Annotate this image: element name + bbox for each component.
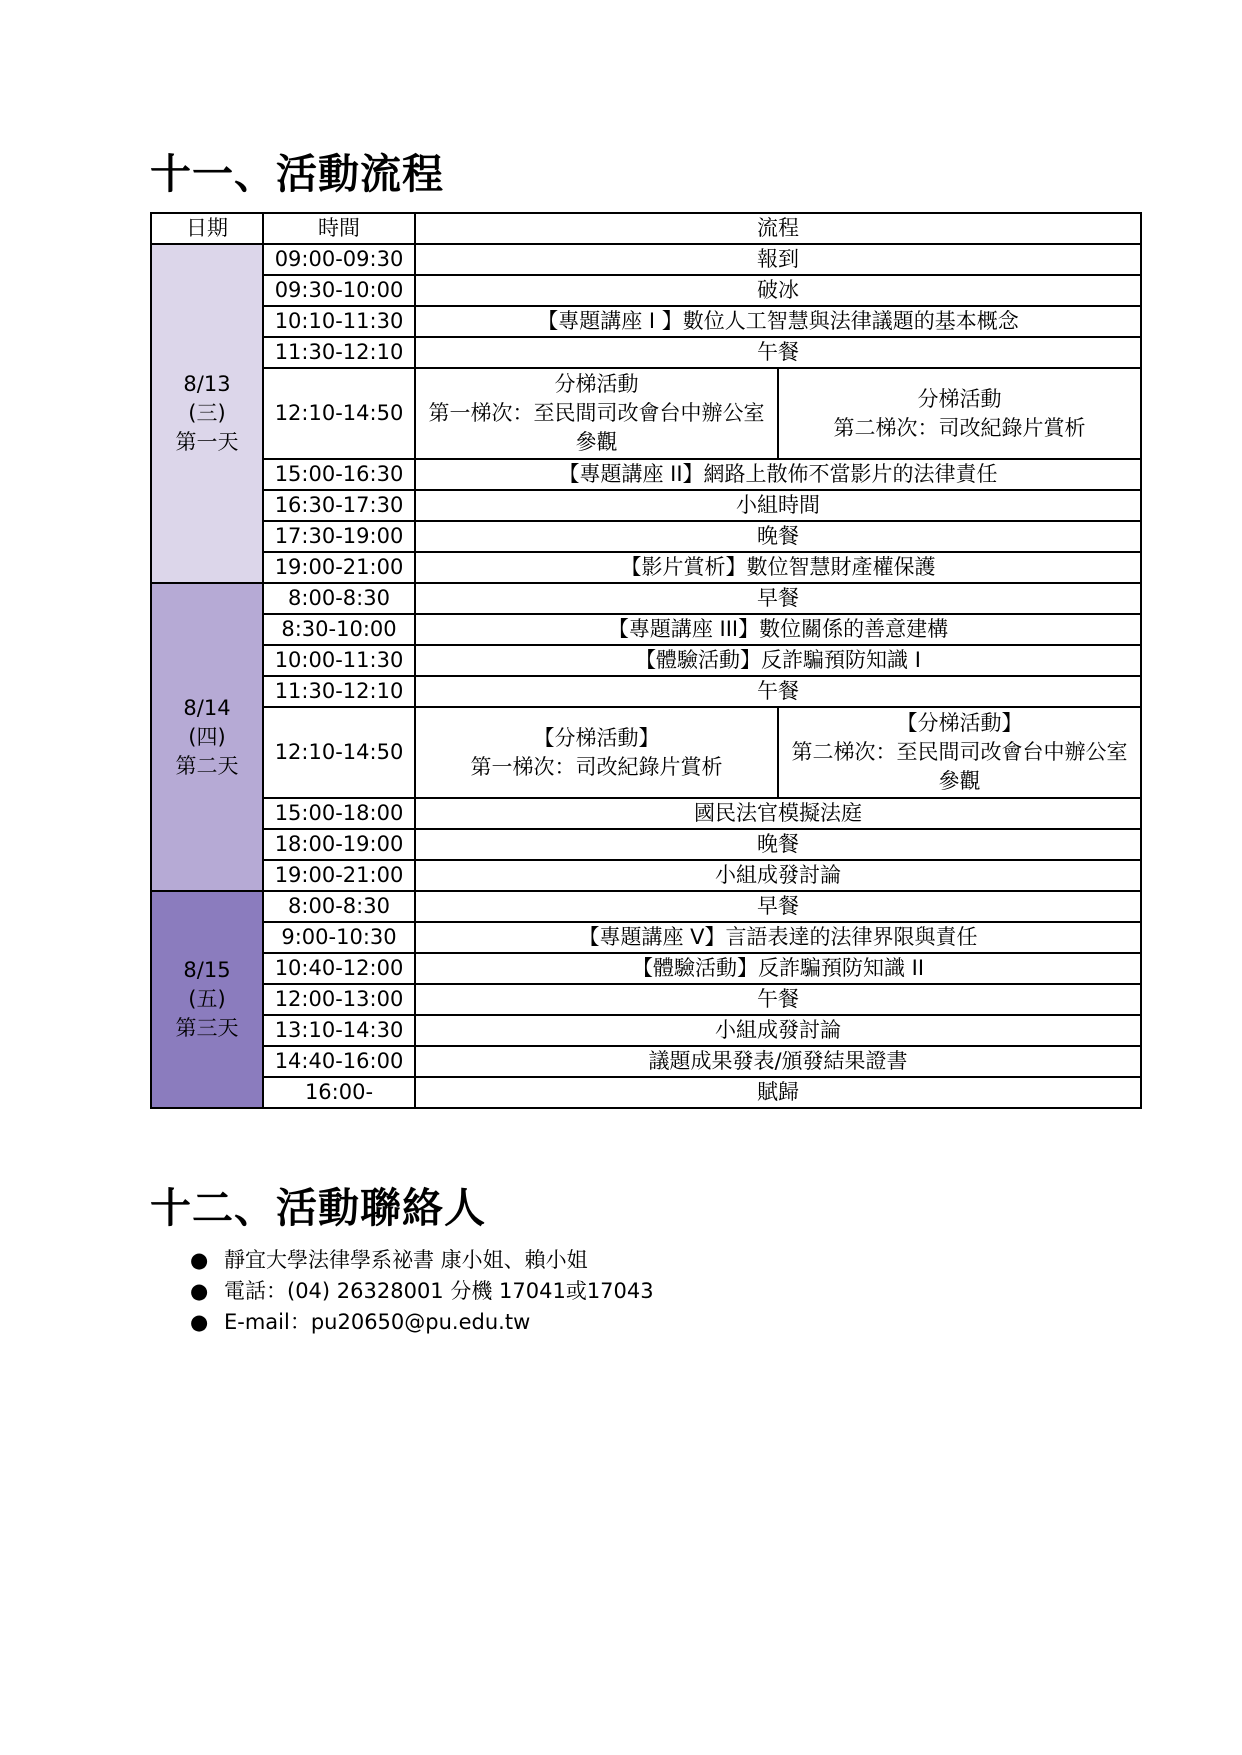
contact-list: [190, 1245, 654, 1338]
table-row: [151, 275, 1141, 306]
activity-cell: 小組成發討論: [415, 860, 1141, 891]
activity-line: 第二梯次：司改紀錄片賞析: [833, 415, 1086, 440]
contact-item-email: [190, 1307, 654, 1338]
day-weekday: (四): [188, 724, 226, 749]
activity-cell: 早餐: [415, 891, 1141, 922]
split-activity-cell: [415, 707, 778, 798]
time-cell: 10:10-11:30: [263, 306, 415, 337]
day-label: 第一天: [175, 430, 239, 454]
header-activity: 流程: [415, 213, 1141, 244]
time-cell: 19:00-21:00: [263, 860, 415, 891]
split-activity-cell: [415, 368, 778, 459]
table-row: [151, 984, 1141, 1015]
table-header-row: [151, 213, 1141, 244]
time-cell: 12:10-14:50: [263, 707, 415, 798]
time-cell: 15:00-18:00: [263, 798, 415, 829]
table-row: [151, 459, 1141, 490]
table-row: [151, 798, 1141, 829]
table-row: [151, 583, 1141, 614]
activity-line: 分梯活動: [554, 372, 639, 396]
table-row: [151, 860, 1141, 891]
table-row: [151, 521, 1141, 552]
activity-cell: 午餐: [415, 676, 1141, 707]
time-cell: 19:00-21:00: [263, 552, 415, 583]
table-row: [151, 1015, 1141, 1046]
time-cell: 8:00-8:30: [263, 583, 415, 614]
day-cell: [151, 891, 263, 1108]
time-cell: 09:30-10:00: [263, 275, 415, 306]
activity-line: 第二梯次：至民間司改會台中辦公室參觀: [791, 740, 1128, 793]
table-row: [151, 953, 1141, 984]
activity-cell: 午餐: [415, 337, 1141, 368]
table-row: [151, 891, 1141, 922]
split-activity-cell: [778, 368, 1141, 459]
time-cell: 11:30-12:10: [263, 337, 415, 368]
table-row: [151, 244, 1141, 275]
day-date: 8/14: [183, 695, 231, 720]
table-row: [151, 490, 1141, 521]
activity-line: 第一梯次：司改紀錄片賞析: [470, 754, 723, 779]
schedule-body: [151, 244, 1141, 1108]
header-time: 時間: [263, 213, 415, 244]
time-cell: 18:00-19:00: [263, 829, 415, 860]
table-row: [151, 368, 1141, 459]
table-row: [151, 829, 1141, 860]
table-row: [151, 1046, 1141, 1077]
day-date: 8/15: [183, 958, 231, 982]
day-date: 8/13: [183, 372, 231, 396]
activity-cell: 午餐: [415, 984, 1141, 1015]
activity-cell: 報到: [415, 244, 1141, 275]
section-11-heading: 十一、活動流程: [150, 150, 444, 198]
table-row: [151, 614, 1141, 645]
activity-cell: 晚餐: [415, 829, 1141, 860]
table-row: [151, 707, 1141, 798]
day-cell: [151, 244, 263, 583]
activity-cell: 晚餐: [415, 521, 1141, 552]
time-cell: 16:00-: [263, 1077, 415, 1108]
time-cell: 8:30-10:00: [263, 614, 415, 645]
time-cell: 13:10-14:30: [263, 1015, 415, 1046]
time-cell: 09:00-09:30: [263, 244, 415, 275]
table-row: [151, 922, 1141, 953]
table-row: [151, 676, 1141, 707]
activity-cell: 議題成果發表/頒發結果證書: [415, 1046, 1141, 1077]
time-cell: 12:10-14:50: [263, 368, 415, 459]
time-cell: 15:00-16:30: [263, 459, 415, 490]
activity-cell: 小組成發討論: [415, 1015, 1141, 1046]
bullet-icon: ●: [190, 1248, 209, 1272]
contact-item-office: [190, 1245, 654, 1276]
time-cell: 8:00-8:30: [263, 891, 415, 922]
time-cell: 14:40-16:00: [263, 1046, 415, 1077]
activity-line: 【分梯活動】: [896, 711, 1023, 735]
split-activity-cell: [778, 707, 1141, 798]
activity-cell: 【影片賞析】數位智慧財產權保護: [415, 552, 1141, 583]
header-date: 日期: [151, 213, 263, 244]
time-cell: 10:40-12:00: [263, 953, 415, 984]
time-cell: 9:00-10:30: [263, 922, 415, 953]
activity-cell: 早餐: [415, 583, 1141, 614]
time-cell: 11:30-12:10: [263, 676, 415, 707]
bullet-icon: ●: [190, 1279, 209, 1303]
day-label: 第三天: [175, 1016, 239, 1040]
activity-line: 【分梯活動】: [533, 725, 660, 750]
activity-cell: 小組時間: [415, 490, 1141, 521]
contact-phone: 電話：(04) 26328001 分機 17041或17043: [224, 1279, 654, 1303]
table-row: [151, 645, 1141, 676]
table-row: [151, 337, 1141, 368]
day-cell: [151, 583, 263, 891]
activity-cell: 【專題講座 I 】數位人工智慧與法律議題的基本概念: [415, 306, 1141, 337]
activity-cell: 【專題講座 II】網路上散佈不當影片的法律責任: [415, 459, 1141, 490]
activity-cell: 【體驗活動】反詐騙預防知識 II: [415, 953, 1141, 984]
schedule-table: [150, 212, 1142, 1109]
activity-cell: 賦歸: [415, 1077, 1141, 1108]
time-cell: 12:00-13:00: [263, 984, 415, 1015]
activity-cell: 國民法官模擬法庭: [415, 798, 1141, 829]
time-cell: 17:30-19:00: [263, 521, 415, 552]
activity-cell: 【專題講座 V】言語表達的法律界限與責任: [415, 922, 1141, 953]
activity-cell: 破冰: [415, 275, 1141, 306]
day-label: 第二天: [175, 753, 239, 778]
bullet-icon: ●: [190, 1310, 209, 1334]
contact-item-phone: [190, 1276, 654, 1307]
table-row: [151, 1077, 1141, 1108]
section-12-heading: 十二、活動聯絡人: [150, 1184, 486, 1232]
time-cell: 16:30-17:30: [263, 490, 415, 521]
activity-cell: 【專題講座 III】數位關係的善意建構: [415, 614, 1141, 645]
time-cell: 10:00-11:30: [263, 645, 415, 676]
activity-cell: 【體驗活動】反詐騙預防知識 I: [415, 645, 1141, 676]
contact-office: 靜宜大學法律學系祕書 康小姐、賴小姐: [224, 1248, 588, 1272]
activity-line: 第一梯次：至民間司改會台中辦公室參觀: [428, 401, 765, 454]
contact-email: E-mail：pu20650@pu.edu.tw: [224, 1310, 531, 1334]
activity-line: 分梯活動: [917, 386, 1002, 411]
day-weekday: (五): [188, 987, 226, 1011]
table-row: [151, 552, 1141, 583]
day-weekday: (三): [188, 401, 226, 425]
table-row: [151, 306, 1141, 337]
